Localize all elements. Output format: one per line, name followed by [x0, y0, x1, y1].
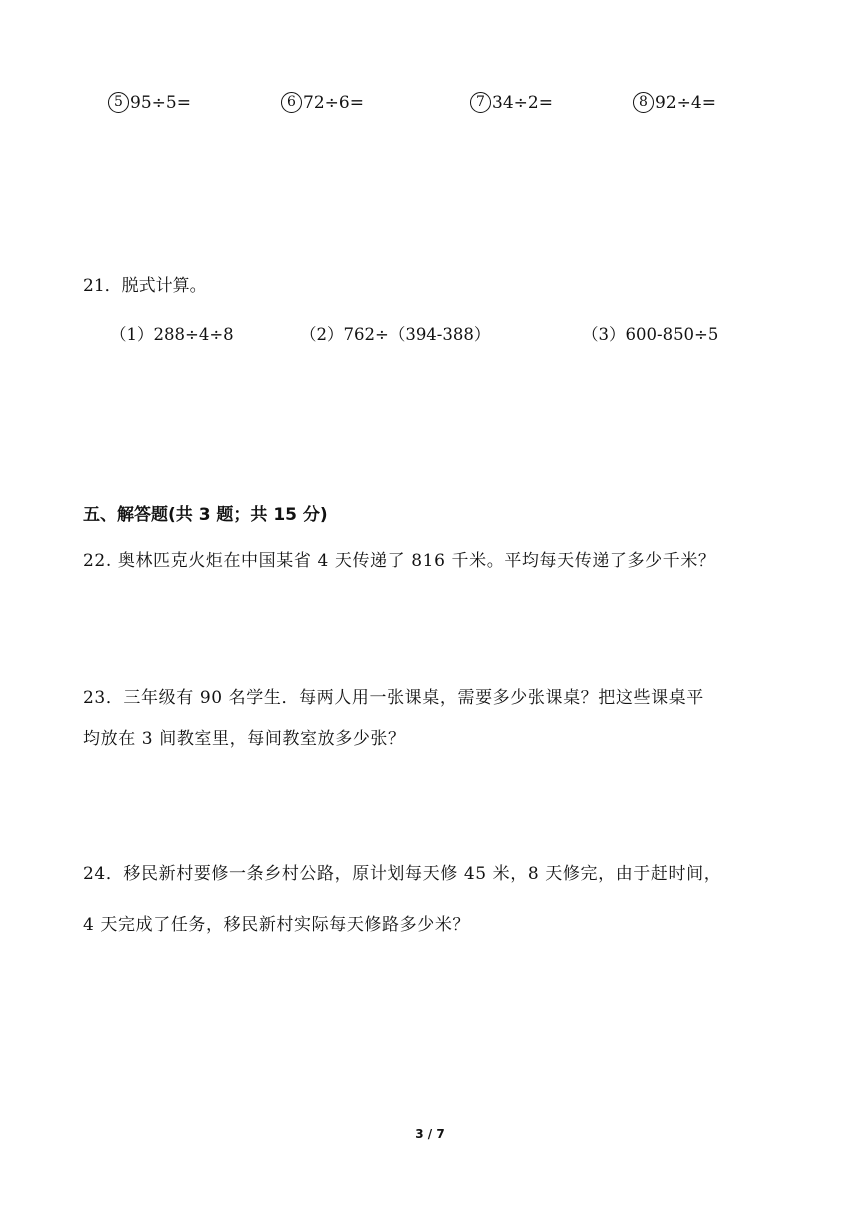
question-23-line-1: 23．三年级有 90 名学生．每两人用一张课桌，需要多少张课桌？把这些课桌平 — [83, 688, 704, 708]
question-24-line-2: 4 天完成了任务，移民新村实际每天修路多少米？ — [83, 915, 471, 935]
question-21-item-3: （3）600-850÷5 — [582, 325, 719, 344]
circled-number-5: 5 — [108, 92, 129, 113]
equation-8-expr: 92÷4= — [655, 92, 716, 113]
question-21-title: 21．脱式计算。 — [83, 276, 207, 296]
equation-7-expr: 34÷2= — [492, 92, 553, 113]
question-23-line-2: 均放在 3 间教室里，每间教室放多少张？ — [83, 729, 406, 749]
equation-6 — [281, 92, 364, 113]
question-24-line-1: 24．移民新村要修一条乡村公路，原计划每天修 45 米，8 天修完，由于赶时间， — [83, 864, 722, 884]
section-5-heading: 五、解答题(共 3 题；共 15 分) — [83, 505, 328, 525]
question-22-text: 22. 奥林匹克火炬在中国某省 4 天传递了 816 千米。平均每天传递了多少千米？ — [83, 551, 716, 571]
equation-7 — [470, 92, 553, 113]
equation-8 — [633, 92, 716, 113]
page-number: 3 / 7 — [415, 1127, 445, 1141]
circled-number-7: 7 — [470, 92, 491, 113]
circled-number-8: 8 — [633, 92, 654, 113]
circled-number-6: 6 — [281, 92, 302, 113]
question-21-item-1: （1）288÷4÷8 — [110, 325, 234, 344]
equation-5 — [108, 92, 191, 113]
equation-5-expr: 95÷5= — [130, 92, 191, 113]
question-21-item-2: （2）762÷（394-388） — [300, 325, 491, 344]
equation-6-expr: 72÷6= — [303, 92, 364, 113]
